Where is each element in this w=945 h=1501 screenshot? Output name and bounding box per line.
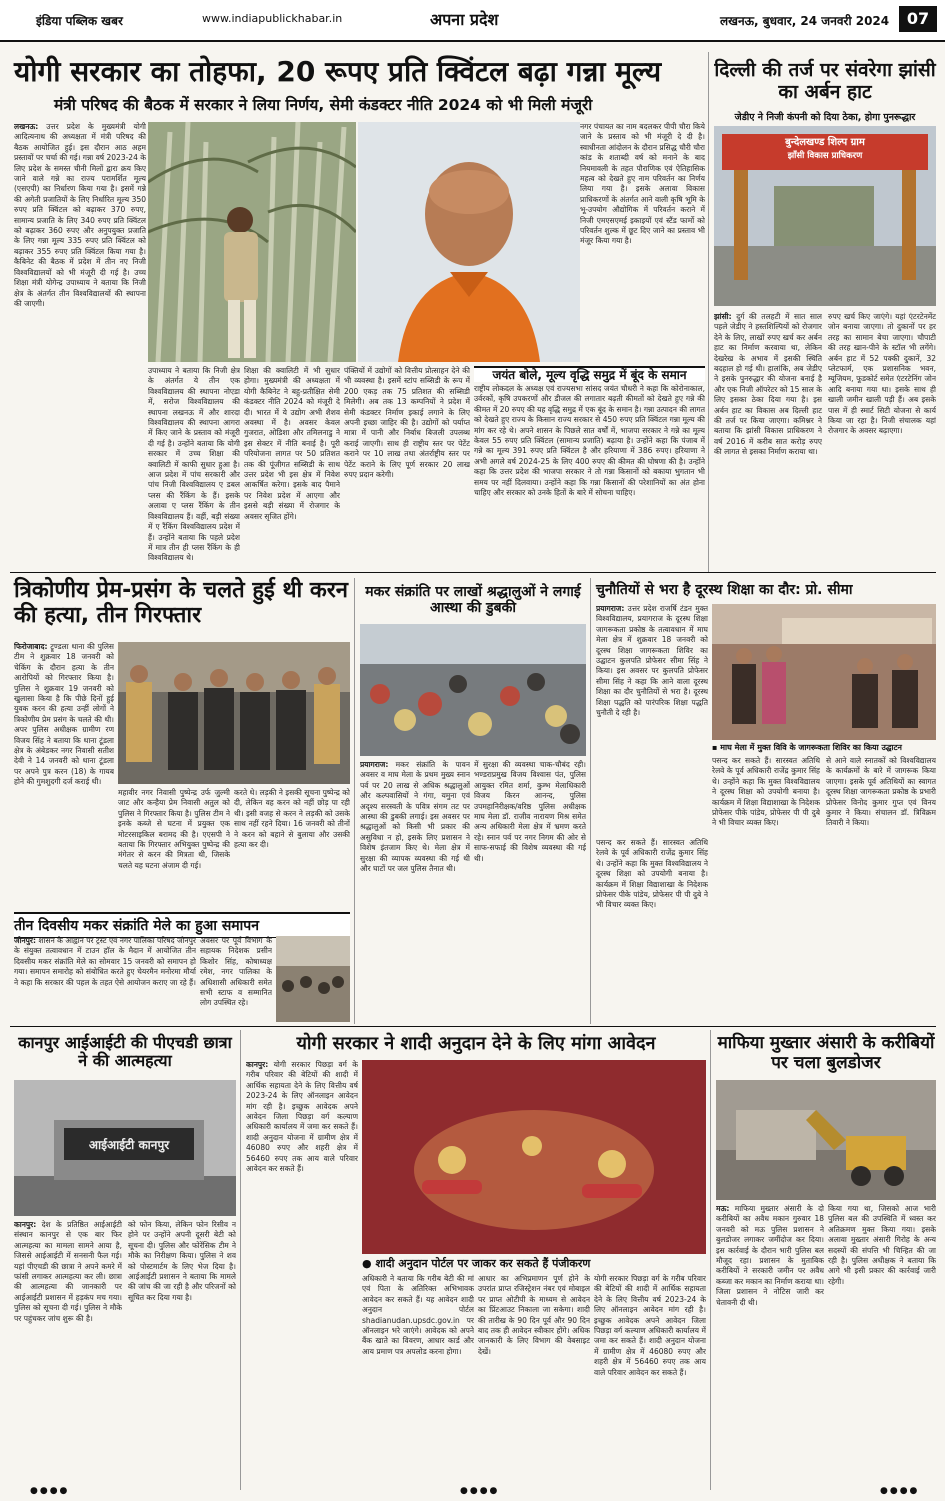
article-column: जौनपुर: शासन के आह्वान पर ट्रस्ट एवं नगर पालिका परिषद जौनपुर के संयुक्त तत्वावधान में टाउन हॉल के मैदान में आयोजित तीन दिवसीय मकर संक्रांति मेले का सोमवार 15 जनवरी को समापन हो गया। समापन समारोह को संबोधित करते हुए चेयरमैन मनोरमा मौर्या ने कहा कि सरकार की पहल के तहत ऐसे आयोजन कराए जा रहे हैं। — [14, 936, 196, 987]
column-rule — [590, 578, 591, 1024]
article-column: को फोन किया, लेकिन फोन रिसीव न होने पर उन्होंने अपनी दूसरी बेटी को सूचना दी। पुलिस और फोरेंसिक टीम ने मौके का निरीक्षण किया। पुलिस ने शव को पोस्टमार्टम के लिए भेज दिया है। आईआईटी प्रशासन ने बताया कि मामले की जांच की जा रही है और परिजनों को सूचित कर दिया गया है। — [128, 1220, 236, 1302]
dateline: लखनऊ, बुधवार, 24 जनवरी 2024 — [720, 14, 890, 28]
sugarcane-farmer-photo — [148, 122, 356, 362]
iit-kanpur-sign-photo — [14, 1080, 236, 1216]
iit-sign-text: आईआईटी कानपुर — [88, 1138, 170, 1152]
mela-crowd-photo — [276, 936, 350, 1022]
headline-triangle: त्रिकोणीय प्रेम-प्रसंग के चलते हुई थी करन की हत्या, तीन गिरफ्तार — [14, 578, 349, 629]
article-column: कानपुर: देश के प्रतिष्ठित आईआईटी संस्थान कानपुर से एक बार फिर आत्महत्या का मामला सामने आया है, जिससे आईआईटी में सनसनी फैल गई। यहां पीएचडी की छात्रा ने अपने कमरे में फांसी लगाकर आत्महत्या कर ली। छात्रा की आत्महत्या की जानकारी पर आईआईटी प्रशासन में हड़कंप मच गया। पुलिस को सूचना दी गई। पुलिस ने मौके पर पहुंचकर जांच शुरू की है। — [14, 1220, 122, 1323]
headline-distance-edu: चुनौतियों से भरा है दूरस्थ शिक्षा का दौर: प्रो. सीमा — [596, 582, 853, 598]
gate-sign-text: बुन्देलखण्ड शिल्प ग्राम — [785, 137, 865, 148]
page-number: 07 — [899, 6, 937, 32]
headline-mukhtar: माफिया मुख्तार अंसारी के करीबियों पर चला बुलडोजर — [717, 1033, 935, 1073]
article-column: फिरोजाबाद: ट्रूण्डला थाना की पुलिस टीम ने शुक्रवार 18 जनवरी को चेकिंग के दौरान हत्या के तीन आरोपियों को गिरफ्तार किया है। पुलिस ने शुक्रवार 19 जनवरी को खुलासा किया है कि पीछे दिनों हुई युवक करन की हत्या उन्हीं लोगों ने त्रिकोणीय प्रेम प्रसंग के चलते की थी। अपर पुलिस अधीक्षक ग्रामीण रण विजय सिंह ने बताया कि थाना टूंडला क्षेत्र के अंबेडकर नगर निवासी सतीश देवी ने 14 जनवरी को थाना टूंडला पर अपने पुत्र करन (18) के गायब होने की गुमशुदगी दर्ज कराई थी। — [14, 642, 114, 787]
photo-caption: ● शादी अनुदान पोर्टल पर जाकर कर सकते हैं पंजीकरण — [362, 1257, 591, 1270]
column-rule — [240, 1030, 241, 1490]
article-column: आधार का अभिप्रमाणन पूर्ण होने के उपरांत प्राप्त रजिस्ट्रेशन नंबर एवं मोबाइल पर प्राप्त ओटीपी के माध्यम से आवेदन का प्रिंटआउट निकाला जा सकेगा। शादी की तारीख के 90 दिन पूर्व और 90 दिन बाद तक ही आवेदन स्वीकार होंगे। अधिक जानकारी के लिए विभाग की वेबसाइट देखें। — [478, 1274, 590, 1356]
headline-magh: तीन दिवसीय मकर संक्रांति मेले का हुआ समापन — [14, 912, 350, 938]
article-column: रुपए खर्च किए जाएंगे। यहां एंटरटेनमेंट जोन बनाया जाएगा। तो दुकानों पर हर तरह का सामान बेचा जाएगा। चौपाटी की तरह खान-पीने के स्टॉल भी लगेंगे। अर्बन हाट में 52 पक्की दुकानें, 32 प्लेटफार्म, एक प्रशासनिक भवन, म्यूजियम, फूडकोर्ट समेत एंटरटेनिंग जोन आदि बनाया गया था। इसके साथ ही खाली जमीन खाली पड़ी हैं। अब इसके पास में ही स्मार्ट सिटी योजना से कार्य किया जा रहा है। निजी संचालक यहां रोजगार के अवसर बढ़ाएगा। — [828, 312, 936, 436]
headline-sugarcane: योगी सरकार का तोहफा, 20 रूपए प्रति क्विंटल बढ़ा गन्ना मूल्य — [14, 55, 662, 88]
section-rule — [10, 1026, 936, 1027]
wedding-hands-photo — [362, 1060, 706, 1254]
article-column: कानपुर: योगी सरकार पिछड़ा वर्ग के गरीब परिवार की बेटियों की शादी में आर्थिक सहायता देने के लिए वित्तीय वर्ष 2023-24 के लिए ऑनलाइन आवेदन मांग रही है। इच्छुक आवेदक अपने आवेदन जिला पिछड़ा वर्ग कल्याण अधिकारी कार्यालय में जमा कर सकते हैं। शादी अनुदान योजना में ग्रामीण क्षेत्र में 46080 रुपए और शहरी क्षेत्र में 56460 रुपए तक आय वाले परिवार आवेदन कर सकते हैं। — [246, 1060, 358, 1174]
headline-jhansi: दिल्ली की तर्ज पर संवरेगा झांसी का अर्बन हाट — [714, 59, 936, 103]
holy-dip-crowd-photo — [360, 624, 586, 756]
photo-caption: ▪ माघ मेला में मुक्त विवि के जागरूकता शिविर का किया उद्घाटन — [712, 743, 902, 752]
chief-minister-photo — [358, 122, 580, 362]
article-column: उपाध्याय ने बताया कि निजी क्षेत्र के अंतर्गत ये तीन एक विश्वविद्यालय की स्थापना नोएडा में, सरोज विश्वविद्यालय की स्थापना लखनऊ में और शारदा विश्वविद्यालय की स्थापना आगरा में किए जाने के प्रस्ताव को मंजूरी दी गई है। उन्होंने बताया कि योगी सरकार में उच्च शिक्षा की क्वालिटी में काफी सुधार हुआ है। आज प्रदेश में पांच सरकारी और पांच निजी विश्वविद्यालय ए डबल प्लस की रैंकिंग के हैं। इसके अलावा ए प्लस रैंकिंग के तीन विश्वविद्यालय हैं। वहीं, बड़ी संख्या में ए रैंकिंग विश्वविद्यालय प्रदेश में हैं। उन्होंने बताया कि पहले प्रदेश में मात्र तीन ही प्लस रैंकिंग के ही विश्वविद्यालय थे। — [148, 366, 240, 563]
article-column: किया गया था, जिसको आज भारी पुलिस बल की उपस्थिति में ध्वस्त कर अतिक्रमण मुक्त किया गया। इसके अलावा मुख्तार अंसारी गिरोह के अन्य सदस्यों की संपत्ति भी चिन्हित की जा रही है। पुलिस अधीक्षक ने बताया कि आगे भी इसी प्रकार की कार्रवाई जारी रहेगी। — [828, 1204, 936, 1286]
headline-kanpur: कानपुर आईआईटी की पीएचडी छात्रा ने की आत्महत्या — [18, 1033, 232, 1071]
article-column: योगी सरकार पिछड़ा वर्ग के गरीब परिवार की बेटियों की शादी में आर्थिक सहायता देने के लिए वित्तीय वर्ष 2023-24 के लिए ऑनलाइन आवेदन मांग रही है। इच्छुक आवेदक अपने आवेदन जिला पिछड़ा वर्ग कल्याण अधिकारी कार्यालय में जमा कर सकते हैं। शादी अनुदान योजना में ग्रामीण क्षेत्र में 46080 रुपए और शहरी क्षेत्र में 56460 रुपए तक आय वाले परिवार आवेदन कर सकते हैं। — [594, 1274, 706, 1377]
article-column: से आने वाले स्नातकों को विश्वविद्यालय के कार्यक्रमों के बारे में जागरूक किया जाएगा। इसके पूर्व अतिथियों का स्वागत दूरस्थ शिक्षा जागरूकता प्रकोष्ठ के प्रभारी प्रोफेसर विनोद कुमार गुप्त एवं विनय कुमार ने किया। संचालन डॉ. त्रिविक्रम तिवारी ने किया। — [826, 756, 936, 828]
paper-name: इंडिया पब्लिक खबर — [36, 14, 123, 28]
subhead-sugarcane: मंत्री परिषद की बैठक में सरकार ने लिया निर्णय, सेमी कंडक्टर नीति 2024 को भी मिली मंजूरी — [54, 96, 593, 114]
headline-kumbh: मकर संक्रांति पर लाखों श्रद्धालुओं ने लगाई आस्था की डुबकी — [365, 584, 581, 617]
article-column: मऊ: माफिया मुख्तार अंसारी के दो करीबियों का अवैध मकान गुरुवार 18 जनवरी को मऊ पुलिस प्रशासन ने बुलडोजर लगाकर जमींदोज कर दिया। इस कार्रवाई के दौरान भारी पुलिस बल मौजूद रहा। प्रशासन के मुताबिक करीबियों ने सरकारी जमीन पर अवैध कब्जा कर मकान का निर्माण कराया था। जिला प्रशासन ने नोटिस जारी कर चेतावनी दी थी। — [716, 1204, 824, 1307]
masthead — [0, 0, 945, 42]
paper-url[interactable]: www.indiapublickhabar.in — [202, 12, 343, 25]
jayant-box-heading: जयंत बोले, मूल्य वृद्धि समुद्र में बूंद के समान — [474, 366, 705, 382]
article-column: अवसर पर पूर्व विभाग के सहायक निदेशक प्रसीन किशोर सिंह, कोषाध्यक्ष रमेश, नगर पालिका के अधिशासी अधिकारी समेत सभी स्टाफ व सम्मानित लोग उपस्थित रहे। — [200, 936, 272, 1008]
headline-shaadi: योगी सरकार ने शादी अनुदान देने के लिए मांगा आवेदन — [296, 1033, 656, 1054]
subhead-jhansi: जेडीए ने निजी कंपनी को दिया ठेका, होगा पुनरूद्धार — [734, 112, 916, 123]
article-column: प्रयागराज: उत्तर प्रदेश राजर्षि टंडन मुक्त विश्वविद्यालय, प्रयागराज के दूरस्थ शिक्षा जागरूकता प्रकोष्ठ के तत्वावधान में माघ मेला क्षेत्र में शुक्रवार 18 जनवरी को दूरस्थ शिक्षा जागरूकता शिविर का उद्घाटन कुलपति प्रोफेसर सीमा सिंह ने किया। इस अवसर पर कुलपति प्रोफेसर सीमा सिंह ने कहा कि आने वाला दूरस्थ शिक्षा का दौर चुनौतियों से भरा है। दूरस्थ शिक्षा पद्धति को पारंपरिक शिक्षा पद्धति चुनौती दे रही है। — [596, 604, 708, 718]
urban-haat-gate-photo — [714, 126, 936, 306]
section-rule — [10, 572, 936, 573]
article-column: शिक्षा की क्वालिटी में भी सुधार होगा। मुख्यमंत्री की अध्यक्षता में योगी कैबिनेट ने बहु-प्रतीक्षित सेमी कंडक्टर नीति 2024 को मंजूरी दे दी। भारत में ये उद्योग अभी शैशव अवस्था में है। अवसर केवल गुजरात, ओडिशा और तमिलनाडु ने इस सेक्टर में नीति बनाई है। पूरी परियोजना लागत पर 50 प्रतिशत तक की पूंजीगत सब्सिडी के साथ उत्तर प्रदेश भी इस क्षेत्र में निवेश आकर्षित करेगा। इसके बाद पैमाने पर निवेश प्रदेश में आएगा और इससे बड़ी संख्या में रोजगार के अवसर सृजित होंगे। — [244, 366, 340, 521]
article-column: में सुरक्षा की व्यवस्था चाक-चौबंद रही। भण्डराप्रमुख विजय विश्वास पंत, पुलिस आयुक्त रमित शर्मा, कुम्भ मेलाधिकारी विजय किरन आनन्द, पुलिस उपमहानिरीक्षक/वरिष्ठ पुलिस अधीक्षक माघ मेला डॉ. राजीव नारायण मिश्र समेत अन्य अधिकारी मेला क्षेत्र में भ्रमण करते रहे। स्नान पर्व पर नगर निगम की ओर से साफ-सफाई की विशेष व्यवस्था की गई थी। — [474, 760, 586, 863]
seminar-inauguration-photo — [712, 604, 936, 740]
gate-sign-subtext: झाँसी विकास प्राधिकरण — [787, 151, 863, 161]
column-rule — [710, 1030, 711, 1490]
jayant-box-body: राष्ट्रीय लोकदल के अध्यक्ष एवं राज्यसभा सांसद जयंत चौधरी ने कहा कि कोरोनाकाल, उर्वरकों, कृषि उपकरणों और डीजल की लगातार बढ़ती कीमतों को देखते हुए गन्ने की कीमत में 20 रुपए की यह वृद्धि समुद्र में एक बूंद के समान है। गन्ना उत्पादन की लागत को देखते हुए राज्य के किसान राज्य सरकार से 450 रुपए प्रति क्विंटल गन्ना मूल्य की मांग कर रहे थे। अपने शासन के पिछले सात वर्षों में, भाजपा सरकार ने गन्ने का मूल्य केवल 55 रुपए प्रति क्विंटल (सामान्य प्रजाति) बढ़ाया है। उन्होंने कहा कि पंजाब में गन्ने का मूल्य 391 रुपए प्रति क्विंटल है और हरियाणा में 386 रुपए। हरियाणा ने अभी अगले वर्ष 2024-25 के लिए 400 रुपए की कीमत की घोषणा की है। उन्होंने कहा कि उत्तर प्रदेश की भाजपा सरकार ने तो गन्ना किसानों को बकाया भुगतान भी समय पर नहीं दिलवाया। उन्होंने कहा कि गन्ना किसानों की परेशानियों का अंत होना चाहिए और सरकार को उनके हितों के बारे में सोचना चाहिए। — [474, 384, 705, 498]
article-column: लखनऊ: उत्तर प्रदेश के मुख्यमंत्री योगी आदित्यनाथ की अध्यक्षता में मंत्री परिषद की बैठक आयोजित हुई। इस दौरान आठ अहम प्रस्तावों पर चर्चा की गई। गन्ना वर्ष 2023-24 के लिए प्रदेश के समस्त चीनी मिलों द्वारा क्रय किए जाने वाले गन्ने का राज्य परामर्शित मूल्य (एसएपी) का निर्धारण किया गया है। इसमें गन्ने की अगेती प्रजातियों के लिए निर्धारित मूल्य 350 रुपए प्रति क्विंटल को बढ़ाकर 370 रुपए, सामान्य प्रजाति के लिए 340 रुपए प्रति क्विंटल को बढ़ाकर 360 रुपए और अनुपयुक्त प्रजाति के लिए गन्ना मूल्य 335 रुपए प्रति क्विंटल को बढ़ाकर 355 रुपए प्रति क्विंटल किया गया है। कैबिनेट की बैठक में प्रदेश में तीन नए निजी विश्वविद्यालयों को भी मंजूरी दी गई है। उच्च शिक्षा मंत्री योगेन्द्र उपाध्याय ने बताया कि निजी क्षेत्र के अंतर्गत तीन विश्वविद्यालयों की स्थापना की जाएगी। — [14, 122, 146, 308]
article-column: पसन्द कर सकते हैं। सारस्वत अतिथि रेलवे के पूर्व अधिकारी राजेंद्र कुमार सिंह थे। उन्होंने कहा कि मुक्त विश्वविद्यालय ने दूरस्थ शिक्षा को उपयोगी बनाया है। कार्यक्रम में शिक्षा विद्याशाखा के निदेशक प्रोफेसर पीके पांडेय, प्रोफेसर पी पी दुबे ने भी विचार व्यक्त किए। — [712, 756, 820, 828]
section-title: अपना प्रदेश — [430, 10, 499, 29]
footer-dots: ●●●● — [460, 1486, 500, 1496]
column-rule — [354, 578, 355, 1024]
footer-dots: ●●●● — [30, 1486, 70, 1496]
article-column: पसन्द कर सकते हैं। सारस्वत अतिथि रेलवे के पूर्व अधिकारी राजेंद्र कुमार सिंह थे। उन्होंने कहा कि मुक्त विश्वविद्यालय ने दूरस्थ शिक्षा को उपयोगी बनाया है। कार्यक्रम में शिक्षा विद्याशाखा के निदेशक प्रोफेसर पीके पांडेय, प्रोफेसर पी पी दुबे ने भी विचार व्यक्त किए। — [596, 838, 708, 910]
footer-dots: ●●●● — [880, 1486, 920, 1496]
article-column: प्रयागराज: मकर संक्रांति के पावन अवसर व माघ मेला के प्रथम मुख्य स्नान पर्व पर 20 लाख से अधिक श्रद्धालुओं और कल्पवासियों ने गंगा, यमुना एवं अदृश्य सरस्वती के पवित्र संगम तट पर आस्था की डुबकी लगाई। इस अवसर पर श्रद्धालुओं को किसी भी प्रकार की असुविधा न हो, इसके लिए प्रशासन ने विशेष इंतजाम किए थे। मेला क्षेत्र में सुरक्षा की व्यापक व्यवस्था की गई थी और घाटों पर जल पुलिस तैनात थी। — [360, 760, 470, 874]
article-column: झांसी: दुर्ग की तलहटी में सात साल पहले जेडीए ने हस्तशिल्पियों को रोजगार देने के लिए, लाखों रुपए खर्च कर अर्बन हाट का निर्माण करवाया था, लेकिन देखरेख के अभाव में इसकी स्थिति बदहाल हो गई थी। हालांकि, अब जेडीए ने इसके पुनरुद्धार की योजना बनाई है और एक निजी ऑपरेटर को 15 साल के लिए इसका ठेका दिया गया है। इस अर्बन हाट का विकास अब दिल्ली हाट की तर्ज पर किया जाएगा। कमिश्नर ने बताया कि झांसी विकास प्राधिकरण ने वर्ष 2016 में करीब सात करोड़ रुपए की लागत से इसका निर्माण कराया था। — [714, 312, 822, 457]
article-column: करते थे। लड़की ने इसकी सूचना पुष्पेन्द्र को दी, लेकिन वह करन को नहीं छोड़ पा रही थी। इसी वजह से करन ने लड़की को उसके साथ नहीं रहने दिया। 16 जनवरी को तीनों ने करन को बहाने से बुलाया और उसकी हत्या कर दी। — [234, 788, 350, 850]
article-column: महावीर नगर निवासी पुष्पेन्द्र उर्फ जुल्मी जाट और कन्हैया प्रेम निवासी अतुल को पुलिस ने गिरफ्तार किया है। पुलिस टीम ने इनके कब्जे से घटना में प्रयुक्त एक मोटरसाइकिल बरामद की है। एएसपी ने बताया कि गिरफ्तार अभियुक्त पुष्पेन्द्र की मंगेतर से करन की मित्रता थी, जिसके चलते यह घटना अंजाम दी गई। — [118, 788, 230, 870]
column-rule — [708, 52, 709, 572]
article-column: अधिकारी ने बताया कि गरीब बेटी की मां एवं पिता के अतिरिक्त अभिभावक आवेदन कर सकते हैं। यह आवेदन शादी अनुदान पोर्टल shadianudan.upsdc.gov.in पर ऑनलाइन भरे जाएंगे। आवेदक को अपने बैंक खाते का विवरण, आधार कार्ड और आय प्रमाण पत्र अपलोड करना होगा। — [362, 1274, 474, 1356]
police-arrest-photo — [118, 642, 350, 784]
article-column: पंक्तियों में उद्योगों को वित्तीय प्रोत्साहन देने की भी व्यवस्था है। इसमें स्टांप सब्सिडी के रूप में 200 एकड़ तक 75 प्रतिशत की सब्सिडी मिलेगी। अब तक 13 कम्पनियों ने प्रदेश में सेमी कंडक्टर निर्माण इकाई लगाने के लिए अपनी इच्छा जाहिर की है। उद्योगों को पर्याप्त मात्रा में पानी और निर्बाध बिजली उपलब्ध कराई जाएगी। साथ ही राष्ट्रीय स्तर पर पेटेंट कराने पर 10 लाख तथा अंतर्राष्ट्रीय स्तर पर पेटेंट कराने के लिए पूर्ण सरकार 20 लाख रुपए प्रदान करेगी। — [344, 366, 470, 480]
bulldozer-demolition-photo — [716, 1080, 936, 1200]
article-column: नगर पंचायत का नाम बदलकर पीपी चौरा किये जाने के प्रस्ताव को भी मंजूरी दे दी है। स्वाधीनता आंदोलन के दौरान प्रसिद्ध चौरी चौरा कांड के शताब्दी वर्ष को मनाने के बाद नियमावली के तहत पौराणिक एवं ऐतिहासिक महत्व को देखते हुए नाम परिवर्तन का निर्णय लिया गया है। इसके अलावा विकास प्राधिकरणों के अंतर्गत आने वाली कृषि भूमि के भू-उपयोग औद्योगिक में परिवर्तन कराने में निजी एमएसएमई इकाइयों एवं स्टैंड फार्मो को परिवर्तन शुल्क में छूट दिए जाने का प्रस्ताव भी मंजूर किया गया है। — [580, 122, 705, 246]
